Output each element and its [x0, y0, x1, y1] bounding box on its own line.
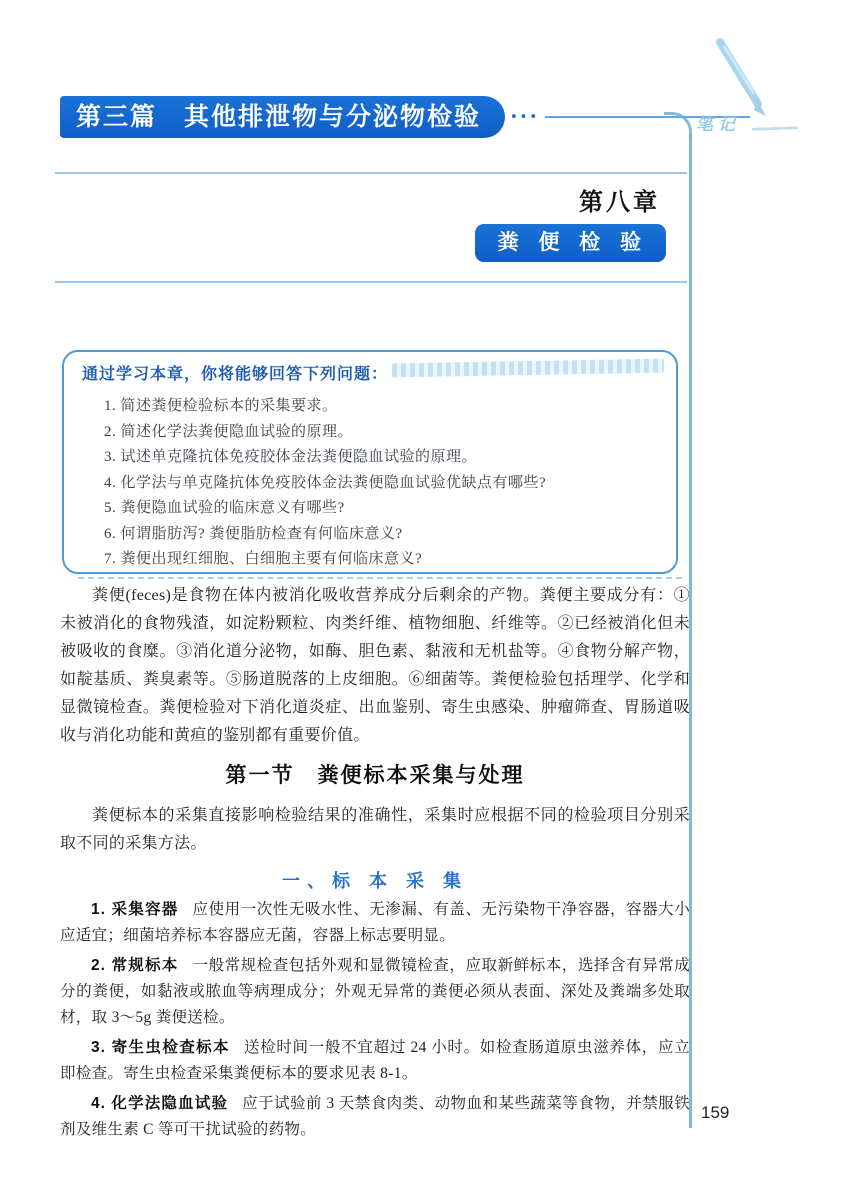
ribbon-decoration — [392, 359, 664, 378]
chapter-number: 第八章 — [579, 189, 660, 216]
objective-item: 5. 粪便隐血试验的临床意义有哪些? — [104, 500, 345, 516]
banner-dots-decoration: ••• — [510, 109, 540, 125]
chapter-bottom-rule — [55, 281, 687, 283]
margin-note-label: 笔记 — [696, 115, 740, 134]
numbered-item-label: 3. 寄生虫检查标本 — [91, 1039, 230, 1056]
numbered-item — [60, 1091, 690, 1143]
numbered-item-text: 一般常规检查包括外观和显微镜检查，应取新鲜标本，选择含有异常成分的粪便，如黏液或脓血等病理成分；外观无异常的粪便必须从表面、深处及粪端多处取材，取 3～5g 粪便送检。 — [60, 957, 690, 1026]
objective-item: 3. 试述单克隆抗体免疫胶体金法粪便隐血试验的原理。 — [104, 449, 478, 465]
main-content — [60, 582, 690, 1143]
numbered-item — [60, 1035, 690, 1087]
part-banner-row — [60, 96, 750, 138]
numbered-item-label: 2. 常规标本 — [91, 957, 179, 974]
objective-item: 1. 简述粪便检验标本的采集要求。 — [104, 398, 338, 414]
numbered-item-text: 应于试验前 3 天禁食肉类、动物血和某些蔬菜等食物，并禁服铁剂及维生素 C 等可干扰试验的药物。 — [60, 1095, 690, 1138]
numbered-item — [60, 897, 690, 949]
intro-paragraph: 粪便(feces)是食物在体内被消化吸收营养成分后剩余的产物。粪便主要成分有：①未被消化的食物残渣，如淀粉颗粒、肉类纤维、植物细胞、纤维等。②已经被消化但未被吸收的食糜。③消化道分泌物，如酶、胆色素、黏液和无机盐等。④食物分解产物，如靛基质、粪臭素等。⑤肠道脱落的上皮细胞。⑥细菌等。粪便检验包括理学、化学和显微镜检查。粪便检验对下消化道炎症、出血鉴别、寄生虫感染、肿瘤筛查、胃肠道吸收与消化功能和黄疸的鉴别都有重要价值。 — [60, 587, 690, 744]
objectives-heading: 通过学习本章，你将能够回答下列问题： — [82, 366, 389, 383]
objective-item: 7. 粪便出现红细胞、白细胞主要有何临床意义? — [104, 551, 423, 567]
objectives-list — [104, 394, 654, 573]
numbered-item-label: 4. 化学法隐血试验 — [91, 1095, 229, 1112]
objective-item: 2. 简述化学法粪便隐血试验的原理。 — [104, 423, 354, 440]
numbered-item-text: 送检时间一般不宜超过 24 小时。如检查肠道原虫滋养体，应立即检查。寄生虫检查采集粪便标本的要求见表 8-1。 — [60, 1039, 690, 1082]
objective-item: 6. 何谓脂肪泻? 粪便脂肪检查有何临床意义? — [104, 525, 403, 542]
chapter-title: 粪 便 检 验 — [497, 231, 648, 254]
section-lead-paragraph: 粪便标本的采集直接影响检验结果的准确性，采集时应根据不同的检验项目分别采取不同的采集方法。 — [60, 807, 690, 852]
learning-objectives-box — [62, 350, 678, 574]
section-title: 第一节 粪便标本采集与处理 — [225, 764, 525, 787]
chapter-top-rule — [55, 172, 687, 174]
numbered-item — [60, 953, 690, 1031]
page-number: 159 — [701, 1103, 730, 1122]
margin-note-underline — [752, 126, 798, 131]
part-banner — [60, 96, 505, 138]
objective-item: 4. 化学法与单克隆抗体免疫胶体金法粪便隐血试验优缺点有哪些? — [104, 474, 547, 491]
subsection-title: 一、标 本 采 集 — [281, 871, 468, 891]
numbered-item-label: 1. 采集容器 — [91, 901, 179, 918]
part-banner-title: 第三篇 其他排泄物与分泌物检验 — [76, 103, 482, 131]
numbered-item-text: 应使用一次性无吸水性、无渗漏、有盖、无污染物干净容器，容器大小应适宜；细菌培养标本容器应无菌，容器上标志要明显。 — [60, 901, 690, 944]
chapter-title-badge — [475, 224, 666, 262]
